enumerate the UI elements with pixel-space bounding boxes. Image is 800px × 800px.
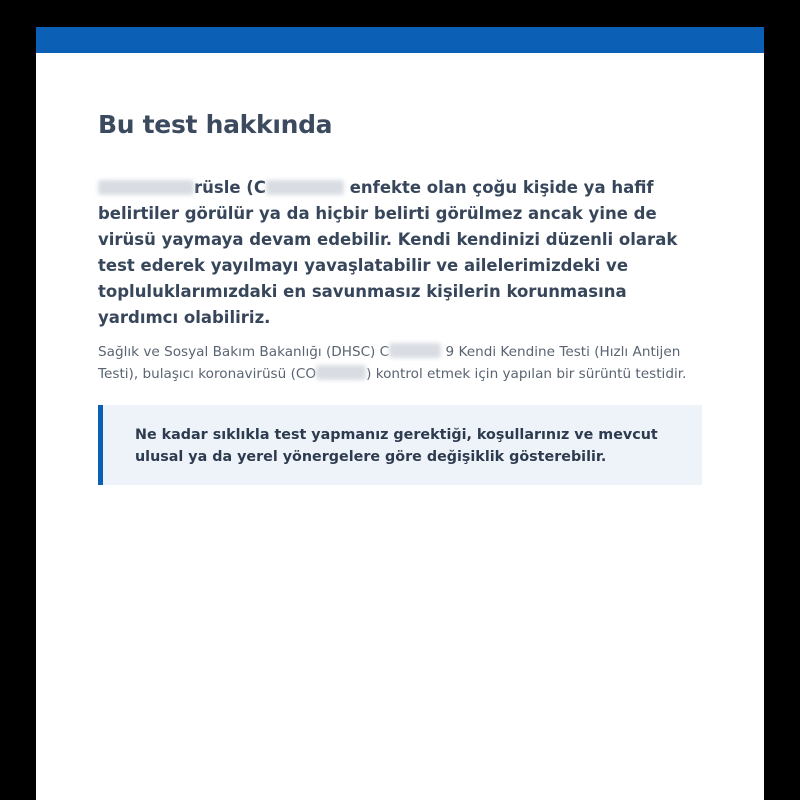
intro-text-part-1: rüsle (C xyxy=(194,178,266,197)
intro-text-part-2: enfekte olan çoğu kişide ya hafif belirtiler görülür ya da hiçbir belirti görülmez ancak yine de virüsü yaymaya devam edebilir. Kendi kendinizi düzenli olarak test ederek yayılmayı yavaşlatabilir ve ailelerimizdeki ve topluluklarımızdaki en savunmasız kişilerin korunmasına yardımcı olabiliriz. xyxy=(98,178,678,327)
description-text-part-1: Sağlık ve Sosyal Bakım Bakanlığı (DHSC) C xyxy=(98,344,390,360)
redacted-text xyxy=(266,180,344,195)
inset-note-text: Ne kadar sıklıkla test yapmanız gerektiği, koşullarınız ve mevcut ulusal ya da yerel yönergelere göre değişiklik gösterebilir. xyxy=(135,427,658,465)
header-bar xyxy=(36,27,764,53)
redacted-text xyxy=(389,343,441,358)
description-text-part-3: ) kontrol etmek için yapılan bir sürüntü testidir. xyxy=(366,366,687,382)
intro-paragraph xyxy=(98,175,688,331)
redacted-text xyxy=(98,180,194,195)
page-title: Bu test hakkında xyxy=(98,110,333,139)
description-text-part-2: 9 Kendi Kendine Testi (Hızlı Antijen Testi), bulaşıcı koronavirüsü (CO xyxy=(98,344,681,382)
description-paragraph xyxy=(98,341,698,385)
page xyxy=(36,27,764,800)
inset-note xyxy=(98,405,702,485)
redacted-text xyxy=(316,365,366,380)
article xyxy=(98,107,708,385)
